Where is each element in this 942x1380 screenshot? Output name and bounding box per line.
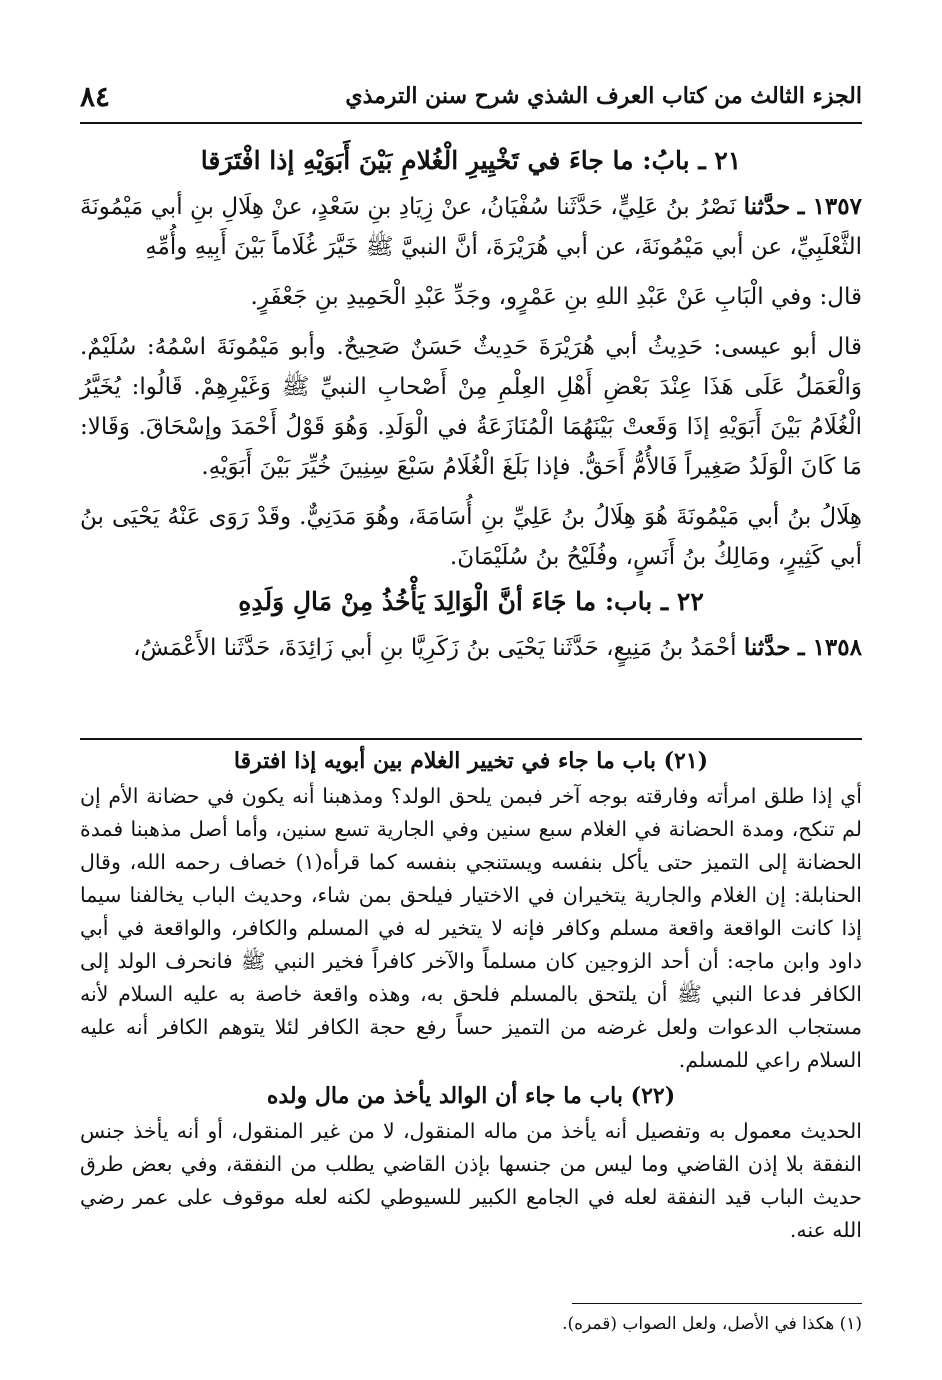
hilal-note: هِلَالُ بنُ أبي مَيْمُونَةَ هُوَ هِلَالُ بنُ عَلِيِّ بنِ أُسَامَةَ، وهُوَ مَدَنِيٌّ. وقَدْ رَوَى عَنْهُ يَحْيَى بنُ أبي كَثِيرٍ، ومَالِكُ بنُ أَنَسٍ، وفُلَيْحُ بنُ سُلَيْمَانَ. [80,504,862,570]
hadith-section [80,140,862,678]
abu-isa-comment: قال أبو عيسى: حَدِيثُ أبي هُرَيْرَةَ حَدِيثٌ حَسَنٌ صَحِيحٌ. وأبو مَيْمُونَةَ اسْمُهُ: سُلَيْمٌ. وَالْعَمَلُ عَلَى هَذَا عِنْدَ بَعْضِ أَهْلِ العِلْمِ مِنْ أَصْحابِ النبيِّ ﷺ وَغَيْرِهِمْ. قَالُوا: يُخَيَّرُ الْغُلَامُ بَيْنَ أَبَوَيْهِ إذَا وَقَعتْ بَيْنَهُمَا الْمُنَازَعَةُ في الْوَلَدِ. وَهُوَ قَوْلُ أَحْمَدَ وإسْحَاقَ. وَقَالا: مَا كَانَ الْوَلَدُ صَغِيراً فَالأُمُّ أَحَقُّ. فإذا بَلَغَ الْغُلَامُ سَبْعَ سِنِينَ خُيِّرَ بَيْنَ أَبَوَيْهِ. [80,334,863,480]
footnote-separator [572,1303,862,1304]
bab-note: قال: وفي الْبَابِ عَنْ عَبْدِ اللهِ بنِ عَمْرٍو، وجَدِّ عَبْدِ الْحَمِيدِ بنِ جَعْفَرٍ. [250,284,862,310]
section-divider [80,738,862,740]
commentary-heading-22: (٢٢) باب ما جاء أن الوالد يأخذ من مال ولده [266,1083,676,1109]
page-header [80,70,862,124]
commentary-paragraph-21: أي إذا طلق امرأته وفارقته بوجه آخر فبمن يلحق الولد؟ ومذهبنا أنه يكون في حضانة الأم إن لم تنكح، ومدة الحضانة في الغلام سبع سنين وفي الجارية تسع سنين، وأما أصل مذهبنا فمدة الحضانة إلى التميز حتى يأكل بنفسه ويستنجي بنفسه كما قرأه(١) خصاف رحمه الله، وقال الحنابلة: إن الغلام والجارية يتخيران في الاختيار فيلحق بمن شاء، وحديث الباب يخالفنا سيما إذا كانت الواقعة واقعة مسلم وكافر فإنه لا يتخير له في المسلم والكافر، والواقعة في أبي داود وابن ماجه: أن أحد الزوجين كان مسلماً والآخر كافراً فخير النبي ﷺ فانحرف الولد إلى الكافر فدعا النبي ﷺ أن يلتحق بالمسلم فلحق به، وهذه واقعة خاصة به عليه السلام لأنه مستجاب الدعوات ولعل غرضه من التميز حساً رفع حجة الكافر لئلا يتوهم الكافر أنه عليه السلام راعي للمسلم. [80,784,862,1072]
chapter-21-title: ٢١ ـ بابُ: ما جاءَ في تَخْيِيرِ الْغُلامِ بَيْنَ أَبَوَيْهِ إذا افْتَرَقا [200,146,742,175]
footnote: (١) هكذا في الأصل، ولعل الصواب (قمره). [562,1314,862,1334]
hadith-text: نَصْرُ بنُ عَلِيٍّ، حَدَّثَنا سُفْيَانُ، عنْ زِيَادِ بنِ سَعْدٍ، عنْ هِلَالِ بنِ أبي مَيْمُونَةَ الثَّعْلَبِيِّ، عن أبي مَيْمُونَةَ، عن أبي هُرَيْرَةَ، أنَّ النبيَّ ﷺ خَيَّرَ غُلَاماً بَيْنَ أَبِيهِ وأُمِّهِ [80,194,862,260]
hadith-lead: حدَّثنا [743,193,791,220]
commentary-section [80,748,862,1253]
page-number: ٨٤ [80,79,111,113]
running-title: الجزء الثالث من كتاب العرف الشذي شرح سنن الترمذي [345,83,862,109]
hadith-lead: حدَّثنا [743,634,791,661]
hadith-1357 [80,187,862,267]
hadith-number: ١٣٥٧ ـ [797,193,862,220]
commentary-paragraph-22: الحديث معمول به وتفصيل أنه يأخذ من ماله المنقول، لا من غير المنقول، أو أنه يأخذ جنس النفقة بلا إذن القاضي وما ليس من جنسها بإذن القاضي يطلب من النفقة، وفي بعض طرق حديث الباب قيد النفقة لعله في الجامع الكبير للسيوطي لكنه لعله موقوف على عمر رضي الله عنه. [80,1119,862,1242]
chapter-22-title: ٢٢ ـ باب: ما جَاءَ أنَّ الْوَالِدَ يَأْخُذُ مِنْ مَالِ وَلَدِهِ [238,587,704,616]
commentary-heading-21: (٢١) باب ما جاء في تخيير الغلام بين أبويه إذا افترقا [233,748,709,774]
hadith-1358 [80,628,862,668]
hadith-number: ١٣٥٨ ـ [797,634,862,661]
hadith-text: أحْمَدُ بنُ مَنِيعٍ، حَدَّثَنا يَحْيَى بنُ زَكَرِيَّا بنِ أبي زَائِدَةَ، حَدَّثَنا الأَعْمَشُ، [133,635,737,661]
